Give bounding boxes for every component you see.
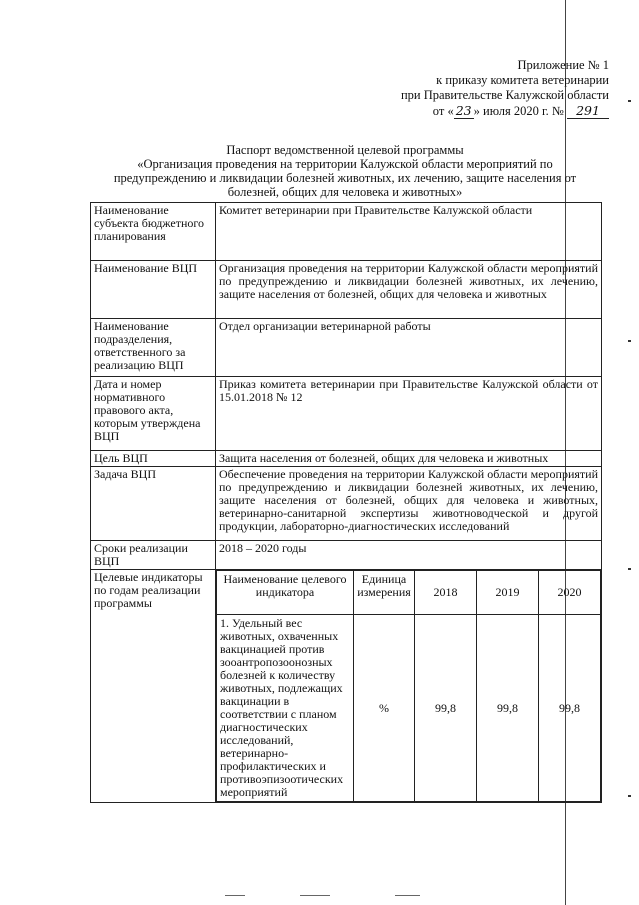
indicator-unit: %	[354, 615, 415, 802]
row-label: Задача ВЦП	[91, 467, 216, 541]
appendix-line-3: при Правительстве Калужской области	[400, 88, 609, 102]
handwritten-day: 23	[455, 103, 472, 118]
scan-bottom-mark	[395, 895, 420, 896]
appendix-line-1: Приложение № 1	[517, 58, 609, 72]
header-year-2020: 2020	[539, 571, 601, 615]
table-row	[91, 203, 602, 261]
passport-table	[90, 202, 602, 803]
row-label: Сроки реализации ВЦП	[91, 541, 216, 570]
header-unit: Единица измерения	[354, 571, 415, 615]
table-row	[91, 451, 602, 467]
table-row	[91, 377, 602, 451]
header-indicator-name: Наименование целевого индикатора	[217, 571, 354, 615]
row-label: Наименование субъекта бюджетного планирования	[91, 203, 216, 261]
appendix-line-4	[279, 103, 609, 119]
indicator-value-2018: 99,8	[415, 615, 477, 802]
row-value: Комитет ветеринарии при Правительстве Калужской области	[216, 203, 602, 261]
date-prefix: от «	[432, 104, 454, 118]
header-year-2019: 2019	[477, 571, 539, 615]
row-value: Приказ комитета ветеринарии при Правительстве Калужской области от 15.01.2018 № 12	[216, 377, 602, 451]
table-row	[91, 570, 602, 803]
table-row	[91, 541, 602, 570]
indicator-row	[217, 615, 601, 802]
row-label: Цель ВЦП	[91, 451, 216, 467]
indicators-cell	[216, 570, 602, 803]
title-line-2: «Организация проведения на территории Калужской области мероприятий по предупреждению и ликвидации болезней животных, их лечению, защите населения от болезней, общих для человека и животных»	[113, 157, 577, 199]
scan-speck	[628, 795, 631, 797]
scan-speck	[628, 340, 631, 342]
appendix-line-2: к приказу комитета ветеринарии	[436, 73, 609, 87]
row-value: Защита населения от болезней, общих для человека и животных	[216, 451, 602, 467]
date-suffix: » июля 2020 г. №	[473, 104, 564, 118]
row-value: 2018 – 2020 годы	[216, 541, 602, 570]
title-line-1: Паспорт ведомственной целевой программы	[226, 143, 464, 157]
table-row	[91, 261, 602, 319]
row-value: Организация проведения на территории Калужской области мероприятий по предупреждению и ликвидации болезней животных, их лечению, защите населения от болезней, общих для человека и животных	[216, 261, 602, 319]
table-row	[91, 319, 602, 377]
scan-speck	[628, 568, 631, 570]
row-value: Отдел организации ветеринарной работы	[216, 319, 602, 377]
appendix-header	[279, 58, 609, 119]
scan-bottom-mark	[300, 895, 330, 896]
header-year-2018: 2018	[415, 571, 477, 615]
indicators-header-row	[217, 571, 601, 615]
indicators-table	[216, 570, 601, 802]
table-row	[91, 467, 602, 541]
row-label: Наименование подразделения, ответственного за реализацию ВЦП	[91, 319, 216, 377]
row-label: Целевые индикаторы по годам реализации программы	[91, 570, 216, 803]
row-label: Наименование ВЦП	[91, 261, 216, 319]
row-value: Обеспечение проведения на территории Калужской области мероприятий по предупреждению и ликвидации болезней животных, их лечению, защите населения от болезней, общих для человека и животных, ветеринарно-санитарной экспертизы животноводческой и другой продукции, лабораторно-диагностических исследований	[216, 467, 602, 541]
handwritten-order-number: 291	[567, 103, 609, 119]
scan-bottom-mark	[225, 895, 245, 896]
row-label: Дата и номер нормативного правового акта, которым утверждена ВЦП	[91, 377, 216, 451]
scan-speck	[628, 100, 631, 102]
indicator-value-2020: 99,8	[539, 615, 601, 802]
document-title	[90, 143, 600, 199]
indicator-name: 1. Удельный вес животных, охваченных вакцинацией против зооантропозоонозных болезней к количеству животных, подлежащих вакцинации в соответствии с планом диагностических исследований, ветеринарно-профилактических и противоэпизоотических мероприятий	[217, 615, 354, 802]
indicator-value-2019: 99,8	[477, 615, 539, 802]
